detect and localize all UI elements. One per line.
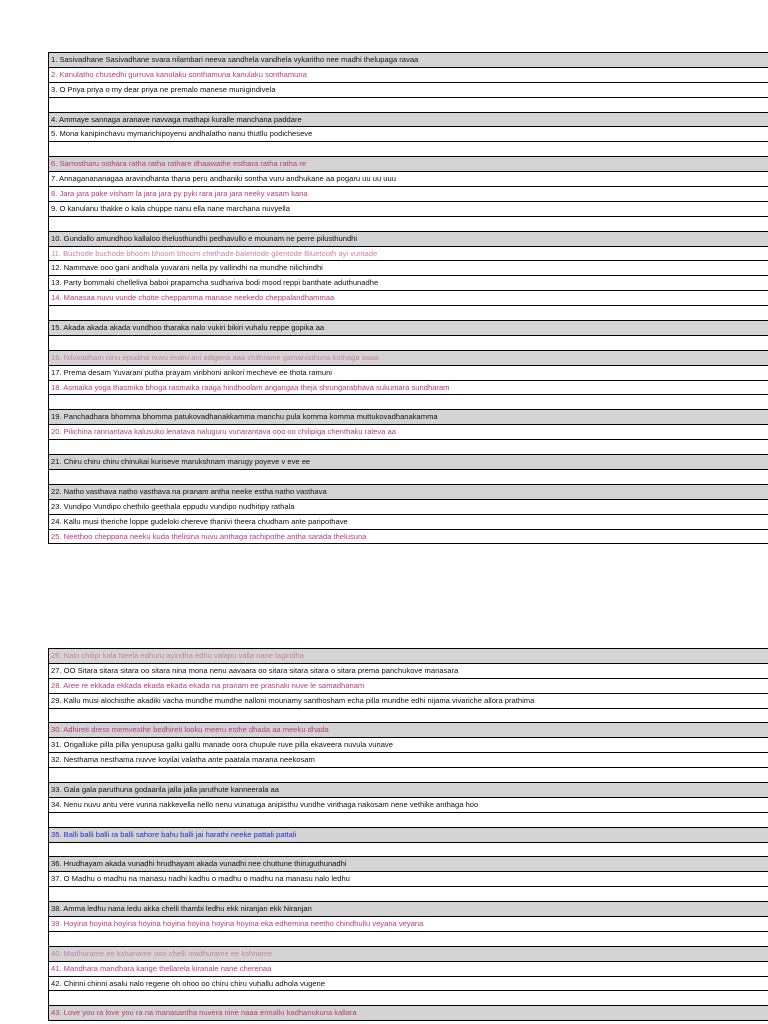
song-row: 3. O Priya priya o my dear priya ne premalo manese munigindivela — [48, 83, 768, 98]
spacer-row — [48, 709, 768, 724]
song-row: 21. Chiru chiru chiru chinukai kuriseve marukshnam marugy poyeve v eve ee — [48, 455, 768, 470]
song-row: 39. Hoyina hoyina hoyina hoyina hoyina hoyina hoyina hoyina eka edhemina neetho chindhullu veyana veyana — [48, 917, 768, 932]
spacer-row — [48, 440, 768, 455]
song-row: 12. Nammave ooo gani andhala yuvarani nella py vallindhi na mundhe nilichindhi — [48, 261, 768, 276]
spacer-row — [48, 887, 768, 902]
spacer-row — [48, 395, 768, 410]
spacer-row — [48, 336, 768, 351]
song-row: 4. Ammaye sannaga aranave navvaga mathapi kuralle manchana paddare — [48, 113, 768, 128]
spacer-row — [48, 932, 768, 947]
song-row: 23. Vundipo Vundipo chethilo geethala eppudu vundipo nudhitipy rathala — [48, 500, 768, 515]
song-row: 7. Annaganananagaa aravindhanta thana peru andhaniki sontha vuru andhukane aa pogaru uu uu uuu — [48, 172, 768, 187]
song-row: 36. Hrudhayam akada vunadhi hrudhayam akada vunadhi nee chuttune thiruguthunadhi — [48, 857, 768, 872]
song-row: 30. Adhireti dress memvesthe bedhireti looku meeru esthe dhada aa meeku dhada — [48, 723, 768, 738]
song-row: 11. Buchode buchode bhoom bhoom bhoom chethade balentode gilentode Bluetooth ayi vuntade — [48, 247, 768, 262]
song-row: 37. O Madhu o madhu na manasu nadhi kadhu o madhu o madhu na manasu nalo ledhu — [48, 872, 768, 887]
spacer-row — [48, 142, 768, 157]
song-row: 43. Love you ra love you ra na manasantha nuvera nine naaa ennallu kadhanukuna kallara — [48, 1006, 768, 1021]
song-row: 40. Madhurame ee kshaname ooo chelli madhurame ee kshname — [48, 947, 768, 962]
song-list-table-1 — [48, 52, 768, 544]
song-row: 33. Gala gala paruthuna godaarila jalla jalla jaruthute kanneerala aa — [48, 783, 768, 798]
song-row: 10. Gundallo amundhoo kallaloo thelusthundhi pedhavullo e mounam ne perre pilusthundhi — [48, 232, 768, 247]
song-row: 31. Origalluke pilla pilla yenupusa gallu gallu manade oora chupule ruve pilla ekaveera nuvula vunave — [48, 738, 768, 753]
song-row: 42. Chinni chinni asalu nalo regene oh ohoo oo chiru chiru vuhallu adhola vugene — [48, 977, 768, 992]
song-row: 5. Mona kanipinchavu mymarichipoyenu andhalatho nanu thutllu podicheseve — [48, 127, 768, 142]
song-row: 34. Nenu nuvu antu vere vunna nakkevella nello nenu vunatuga anipisthu vundhe vinthaga nakosam nene vethike anthaga hoo — [48, 798, 768, 813]
song-row: 26. Nalo chilipi kala Neela edhuru ayindha edho valapu valla nane lagindha — [48, 649, 768, 664]
spacer-row — [48, 991, 768, 1006]
song-row: 2. Kanulatho chusedhi gurruva kanulaku sonthamuna kanulaku sonthamuna — [48, 68, 768, 83]
song-row: 38. Amma ledhu nana ledu akka chelli thambi ledhu ekk niranjan ekk Niranjan — [48, 902, 768, 917]
song-row: 1. Sasivadhane Sasivadhane svara nilambari neeva sandhela vandhela vykaritho nee madhi thelupaga ravaa — [48, 53, 768, 68]
song-row: 27. OO Sitara sitara sitara oo sitara nina mona nenu aavaara oo sitara sitara sitara o sitara prema panchukove manasara — [48, 664, 768, 679]
song-row: 32. Nesthama nesthama nuvve koyilai valatha ante paatala marana neekosam — [48, 753, 768, 768]
spacer-row — [48, 217, 768, 232]
song-row: 14. Manasaa nuvu vunde chotte cheppamma manase neekedo cheppalandhammaa — [48, 291, 768, 306]
song-row: 20. Pilichina rannantava kalusuko lenatava naluguru vunarantava ooo oo chilipiga chenthaku raleva aa — [48, 425, 768, 440]
spacer-row — [48, 768, 768, 783]
spacer-row — [48, 813, 768, 828]
song-list-table-2 — [48, 648, 768, 1021]
song-row: 13. Party bommaki chelleliva baboi prapamcha sudhariva bodi mood reppi banthate aduthunadhe — [48, 276, 768, 291]
spacer-row — [48, 843, 768, 858]
song-row: 24. Kallu musi theriche loppe gudeloki chereve thanivi theera chudham ante paripothave — [48, 515, 768, 530]
song-row: 16. Niluvadham ninu epudina nuvu evaru ani adigena aaa chithrame gamanisthuna kothaga aaaa — [48, 351, 768, 366]
song-row: 29. Kallu musi alochisthe akadiki vacha mundhe mundhe nalloni mounamy santhosham echa pilla mundhe edhi nijama vivariche allora prathima — [48, 694, 768, 709]
song-row: 9. O kanulanu thakke o kala chuppe nanu ella nane marchana nuvyella — [48, 202, 768, 217]
song-row: 25. Neethoo cheppana neeku kuda thelisina nuvu anthaga rachipothe antha sarada thelusuna — [48, 530, 768, 545]
song-row: 19. Panchadhara bhomma bhomma patukovadhanakkamma manchu pula komma komma muttukovadhanakamma — [48, 410, 768, 425]
spacer-row — [48, 306, 768, 321]
song-row: 41. Mandhara mandhara karige thellarela kiranale nane cherenaa — [48, 962, 768, 977]
song-row: 28. Aree re ekkada ekkada ekada ekada ekada na pranam ee prasnaki nuve le samadhanam — [48, 679, 768, 694]
spacer-row — [48, 98, 768, 113]
song-row: 35. Balli balli balli ra balli sahore bahu balli jai harathi neeke pattali pattali — [48, 828, 768, 843]
song-row: 22. Natho vasthava natho vasthava na pranam antha neeke estha natho vasthava — [48, 485, 768, 500]
song-row: 8. Jara jara pake visham la jara jara py pyki rara jara jara neeky vasam kana — [48, 187, 768, 202]
song-row: 18. Asmaika yoga thasmika bhoga rasmaika raaga hindhoolam angangaa theja shrungarabhava sukumara sundharam — [48, 381, 768, 396]
song-row: 6. Sarrostharu osthara ratha ratha rathare dhaawathe esthara ratha ratha re — [48, 157, 768, 172]
spacer-row — [48, 470, 768, 485]
song-row: 15. Akada akada akada vundhoo tharaka nalo vukiri bikiri vuhalu reppe gopika aa — [48, 321, 768, 336]
song-row: 17. Prema desam Yuvarani putha prayam viribhoni arikori mecheve ee thota ramuni — [48, 366, 768, 381]
